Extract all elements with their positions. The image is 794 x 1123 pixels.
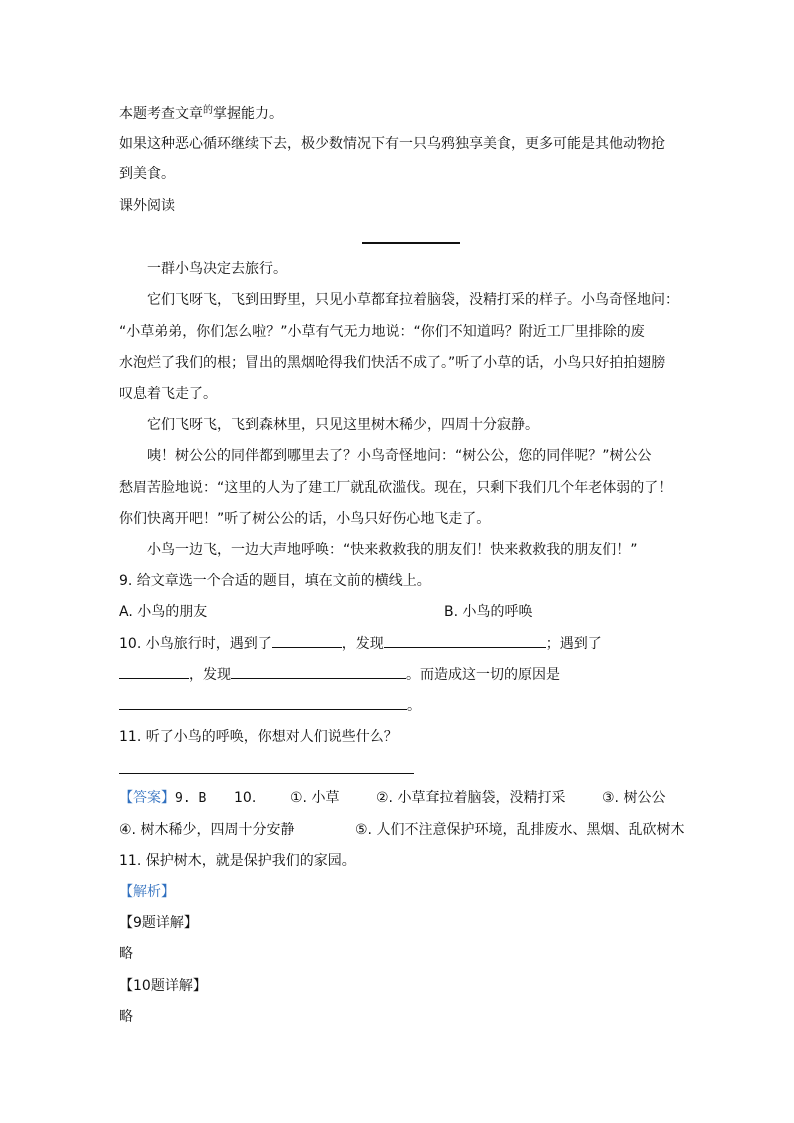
question-10-text: 。 (407, 698, 421, 714)
intro-line-3: 到美食。 (119, 166, 175, 182)
title-blank-line (362, 242, 460, 244)
question-10-text: 。而造成这一切的原因是 (406, 667, 560, 683)
answer-10-item-4: ④. 树木稀少，四周十分安静 (119, 822, 295, 838)
question-9-option-a: A. 小鸟的朋友 (119, 604, 208, 620)
answer-10-item-1: ①. 小草 (290, 790, 340, 806)
intro-text: 本题考查文章 (119, 106, 203, 122)
story-paragraph-4-line-3: 你们快离开吧！”听了树公公的话，小鸟只好伤心地飞走了。 (119, 511, 491, 527)
answer-10-item-5: ⑤. 人们不注意保护环境，乱排废水、黑烟、乱砍树木 (355, 822, 685, 838)
analysis-label: 【解析】 (119, 884, 175, 900)
intro-line-1 (119, 104, 283, 126)
question-11: 11. 听了小鸟的呼唤，你想对人们说些什么？ (119, 729, 398, 745)
answer-blank[interactable] (119, 695, 407, 710)
question-10-text: ；遇到了 (545, 636, 602, 652)
story-paragraph-1: 一群小鸟决定去旅行。 (147, 261, 287, 277)
answer-label: 【答案】 (119, 790, 175, 806)
answer-blank-line[interactable] (119, 773, 414, 774)
question-10-text: 10. 小鸟旅行时，遇到了 (119, 636, 272, 652)
detail-10-text: 略 (119, 1009, 133, 1025)
intro-text-end: 掌握能力。 (213, 106, 283, 122)
question-9-option-b: B. 小鸟的呼唤 (444, 604, 533, 620)
answer-line-1 (119, 788, 206, 809)
question-10-text: ，发现 (341, 636, 384, 652)
detail-9-heading: 【9题详解】 (119, 915, 198, 931)
answer-10-number: 10. (234, 790, 257, 806)
question-10-line-1 (119, 633, 602, 654)
story-paragraph-4-line-2: 愁眉苦脸地说：“这里的人为了建工厂就乱砍滥伐。现在，只剩下我们几个年老体弱的了！ (119, 480, 673, 496)
intro-line-2: 如果这种恶心循环继续下去，极少数情况下有一只乌鸦独享美食，更多可能是其他动物抢 (119, 136, 665, 152)
question-10-line-3 (119, 695, 421, 716)
answer-10-item-2: ②. 小草耷拉着脑袋，没精打采 (376, 790, 566, 806)
section-heading: 课外阅读 (119, 198, 175, 214)
story-paragraph-2-line-2: “小草弟弟，你们怎么啦？”小草有气无力地说：“你们不知道吗？附近工厂里排除的废 (119, 324, 645, 340)
story-paragraph-3: 它们飞呀飞，飞到森林里，只见这里树木稀少，四周十分寂静。 (147, 417, 539, 433)
question-10-text: ，发现 (189, 667, 231, 683)
story-paragraph-2-line-4: 叹息着飞走了。 (119, 386, 217, 402)
answer-blank[interactable] (384, 633, 546, 648)
question-9: 9. 给文章选一个合适的题目，填在文前的横线上。 (119, 573, 431, 589)
answer-10-item-3: ③. 树公公 (602, 790, 666, 806)
story-paragraph-2-line-3: 水泡烂了我们的根；冒出的黑烟呛得我们快活不成了。”听了小草的话，小鸟只好拍拍翅膀 (119, 355, 666, 371)
story-paragraph-4: 咦！树公公的同伴都到哪里去了？小鸟奇怪地问：“树公公，您的同伴呢？”树公公 (147, 448, 652, 464)
detail-9-text: 略 (119, 946, 133, 962)
story-paragraph-5: 小鸟一边飞，一边大声地呼唤：“快来救救我的朋友们！快来救救我的朋友们！” (147, 542, 638, 558)
answer-blank[interactable] (272, 633, 342, 648)
answer-blank[interactable] (231, 664, 406, 679)
answer-blank[interactable] (119, 664, 189, 679)
question-10-line-2 (119, 664, 560, 685)
detail-10-heading: 【10题详解】 (119, 978, 207, 994)
answer-11: 11. 保护树木，就是保护我们的家园。 (119, 853, 356, 869)
answer-9: 9. B (175, 791, 207, 806)
intro-superscript: 的 (203, 105, 213, 116)
story-paragraph-2: 它们飞呀飞，飞到田野里，只见小草都耷拉着脑袋，没精打采的样子。小鸟奇怪地问： (147, 292, 679, 308)
